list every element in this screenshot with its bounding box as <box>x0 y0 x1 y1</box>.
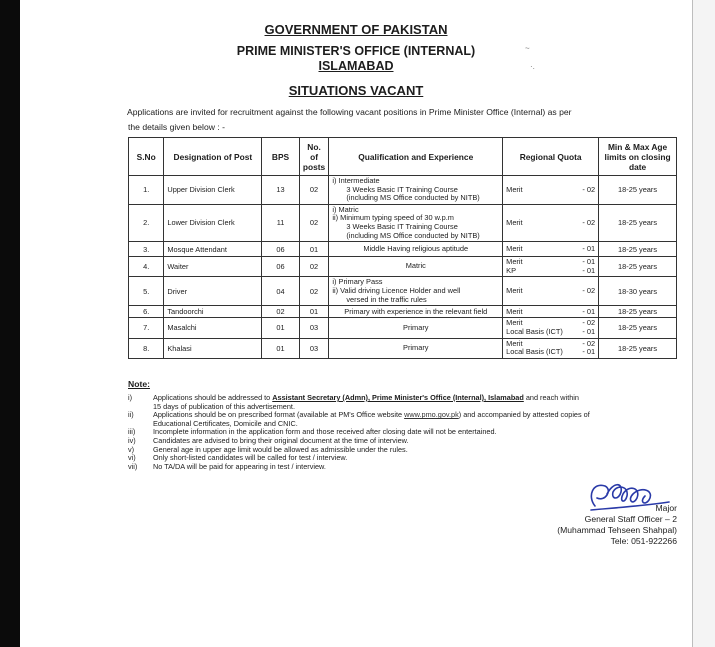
cell-bps: 04 <box>262 277 299 306</box>
cell-post: Khalasi <box>164 338 262 358</box>
cell-quota <box>503 204 599 241</box>
quota-region: Merit <box>506 243 523 253</box>
cell-qualification <box>329 242 503 257</box>
qualification-line: (including MS Office conducted by NITB) <box>346 193 480 203</box>
cell-age: 18-25 years <box>599 204 677 241</box>
cell-bps: 02 <box>262 306 299 318</box>
quota-count: - 01 <box>582 347 596 357</box>
cell-posts: 02 <box>299 277 329 306</box>
header-age: Min & Max Age limits on closing date <box>599 138 677 176</box>
qualification-line: i) Primary Pass <box>332 277 383 287</box>
quota-line <box>506 245 595 254</box>
intro-line-2: the details given below : - <box>128 122 225 132</box>
cell-age: 18-25 years <box>599 306 677 318</box>
cell-age: 18-30 years <box>599 277 677 306</box>
signature-designation: General Staff Officer – 2 <box>584 514 677 524</box>
cell-posts: 02 <box>299 204 329 241</box>
cell-post: Driver <box>164 277 262 306</box>
cell-post: Tandoorchi <box>164 306 262 318</box>
cell-quota <box>503 338 599 358</box>
quota-line <box>506 348 595 357</box>
document-page <box>20 0 692 647</box>
quota-line <box>506 328 595 337</box>
quota-region: Merit <box>506 306 523 316</box>
note-number: v) <box>128 444 135 454</box>
cell-posts: 03 <box>299 338 329 358</box>
qualification-line: ii) Valid driving Licence Holder and well <box>332 286 461 296</box>
note-text <box>153 394 579 411</box>
speck-mark: ·. <box>530 62 535 71</box>
cell-bps: 13 <box>262 176 299 205</box>
table-row <box>129 176 677 205</box>
note-line: General age in upper age limit would be allowed as admissible under the rules. <box>153 444 408 454</box>
note-number: vii) <box>128 461 138 471</box>
note-number: iii) <box>128 427 136 437</box>
table-row <box>129 204 677 241</box>
cell-quota <box>503 257 599 277</box>
quota-count: - 01 <box>582 326 596 336</box>
quota-region: Local Basis (ICT) <box>506 347 563 357</box>
note-line: Only short-listed candidates will be called for test / interview. <box>153 453 348 463</box>
qualification-line: (including MS Office conducted by NITB) <box>346 230 480 240</box>
note-item <box>128 394 688 411</box>
cell-qualification <box>329 257 503 277</box>
vacancy-table <box>128 137 677 359</box>
note-item <box>128 463 688 472</box>
quota-count: - 02 <box>582 338 596 348</box>
quota-line <box>506 267 595 276</box>
gov-heading: GOVERNMENT OF PAKISTAN <box>264 22 448 37</box>
quota-region: Merit <box>506 217 523 227</box>
note-continuation: Educational Certificates, Domicile and CNIC. <box>153 418 298 428</box>
note-line: Candidates are advised to bring their original document at the time of interview. <box>153 435 409 445</box>
quota-region: Local Basis (ICT) <box>506 326 563 336</box>
cell-qualification <box>329 306 503 318</box>
note-title: Note: <box>128 379 150 389</box>
cell-post: Waiter <box>164 257 262 277</box>
note-number: iv) <box>128 435 136 445</box>
cell-bps: 06 <box>262 257 299 277</box>
quota-line <box>506 219 595 228</box>
quota-region: KP <box>506 265 517 275</box>
table-row <box>129 338 677 358</box>
quota-count: - 02 <box>582 318 596 328</box>
intro-line-1: Applications are invited for recruitment against the following vacant positions in Prime Minister Office (Internal) as per <box>127 107 572 117</box>
qualification-line: Primary <box>403 322 429 332</box>
note-addressee: Assistant Secretary (Admn), Prime Minister's Office (Internal), Islamabad <box>272 393 524 402</box>
cell-posts: 01 <box>299 242 329 257</box>
cell-bps: 01 <box>262 338 299 358</box>
cell-quota <box>503 306 599 318</box>
cell-quota <box>503 318 599 338</box>
cell-quota <box>503 277 599 306</box>
note-line: and reach within <box>523 393 579 402</box>
note-number: vi) <box>128 453 136 463</box>
header-sno: S.No <box>129 138 164 176</box>
table-row <box>129 257 677 277</box>
note-continuation: 15 days of publication of this advertisement. <box>153 401 295 411</box>
cell-quota <box>503 176 599 205</box>
header-posts: No. of posts <box>299 138 329 176</box>
signature-block <box>515 503 677 547</box>
office-heading: PRIME MINISTER'S OFFICE (INTERNAL) <box>236 44 476 58</box>
header-bps: BPS <box>262 138 299 176</box>
cell-posts: 02 <box>299 176 329 205</box>
cell-bps: 11 <box>262 204 299 241</box>
note-line: Applications should be addressed to <box>153 393 273 402</box>
header-qualification: Qualification and Experience <box>329 138 503 176</box>
table-row <box>129 318 677 338</box>
cell-post: Upper Division Clerk <box>164 176 262 205</box>
cell-bps: 06 <box>262 242 299 257</box>
cell-age: 18-25 years <box>599 318 677 338</box>
quota-line <box>506 186 595 195</box>
cell-sno: 2. <box>129 204 164 241</box>
quota-count: - 02 <box>582 286 596 296</box>
table-row <box>129 277 677 306</box>
cell-age: 18-25 years <box>599 338 677 358</box>
qualification-line: Primary with experience in the relevant field <box>344 306 488 316</box>
qualification-line: Primary <box>403 342 429 352</box>
quota-count: - 01 <box>582 243 596 253</box>
note-text <box>153 463 326 472</box>
table-row <box>129 242 677 257</box>
quota-line <box>506 287 595 296</box>
qualification-line: versed in the traffic rules <box>346 294 427 304</box>
signature-tele: Tele: 051-922266 <box>610 536 677 546</box>
cell-qualification <box>329 338 503 358</box>
quota-count: - 01 <box>582 257 596 267</box>
vacancy-rows <box>129 176 677 359</box>
cell-sno: 5. <box>129 277 164 306</box>
quota-count: - 01 <box>582 265 596 275</box>
right-scroll-area[interactable] <box>692 0 715 647</box>
notes-list <box>128 394 688 471</box>
note-text <box>153 411 590 428</box>
cell-posts: 02 <box>299 257 329 277</box>
note-line: Incomplete information in the application form and those received after closing date will not be entertained. <box>153 427 497 437</box>
note-line: No TA/DA will be paid for appearing in test / interview. <box>153 461 326 471</box>
note-number: ii) <box>128 410 134 420</box>
cell-qualification <box>329 318 503 338</box>
page-title: SITUATIONS VACANT <box>288 83 424 98</box>
note-item <box>128 411 688 428</box>
cell-sno: 8. <box>129 338 164 358</box>
note-line: ) and accompanied by attested copies of <box>458 410 590 420</box>
speck-mark: ~ <box>525 44 530 53</box>
cell-age: 18-25 years <box>599 257 677 277</box>
cell-age: 18-25 years <box>599 242 677 257</box>
header-quota: Regional Quota <box>503 138 599 176</box>
qualification-line: i) Matric <box>332 204 359 214</box>
cell-sno: 4. <box>129 257 164 277</box>
cell-posts: 01 <box>299 306 329 318</box>
cell-post: Lower Division Clerk <box>164 204 262 241</box>
cell-post: Masalchi <box>164 318 262 338</box>
cell-sno: 6. <box>129 306 164 318</box>
quota-count: - 02 <box>582 217 596 227</box>
quota-line <box>506 308 595 317</box>
header-designation: Designation of Post <box>164 138 262 176</box>
cell-qualification <box>329 176 503 205</box>
qualification-line: 3 Weeks Basic IT Training Course <box>346 184 458 194</box>
quota-region: Merit <box>506 318 523 328</box>
website-link[interactable]: www.pmo.gov.pk <box>404 410 459 420</box>
cell-qualification <box>329 277 503 306</box>
quota-region: Merit <box>506 184 523 194</box>
note-number: i) <box>128 393 133 402</box>
quota-region: Merit <box>506 338 523 348</box>
table-row <box>129 306 677 318</box>
qualification-line: Matric <box>405 261 426 271</box>
cell-sno: 1. <box>129 176 164 205</box>
signature-rank: Major <box>655 503 677 513</box>
qualification-line: 3 Weeks Basic IT Training Course <box>346 221 458 231</box>
qualification-line: ii) Minimum typing speed of 30 w.p.m <box>332 213 454 223</box>
quota-region: Merit <box>506 257 523 267</box>
city-heading: ISLAMABAD <box>318 59 394 73</box>
note-line: Applications should be on prescribed format (available at PM's Office website <box>153 410 405 420</box>
cell-quota <box>503 242 599 257</box>
cell-qualification <box>329 204 503 241</box>
quota-region: Merit <box>506 286 523 296</box>
quota-count: - 02 <box>582 184 596 194</box>
signature-name: (Muhammad Tehseen Shahpal) <box>557 525 677 535</box>
cell-age: 18-25 years <box>599 176 677 205</box>
cell-sno: 7. <box>129 318 164 338</box>
quota-count: - 01 <box>582 306 596 316</box>
left-border <box>0 0 20 647</box>
cell-bps: 01 <box>262 318 299 338</box>
qualification-line: Middle Having religious aptitude <box>363 243 469 253</box>
cell-posts: 03 <box>299 318 329 338</box>
cell-post: Mosque Attendant <box>164 242 262 257</box>
cell-sno: 3. <box>129 242 164 257</box>
qualification-line: i) Intermediate <box>332 176 380 185</box>
